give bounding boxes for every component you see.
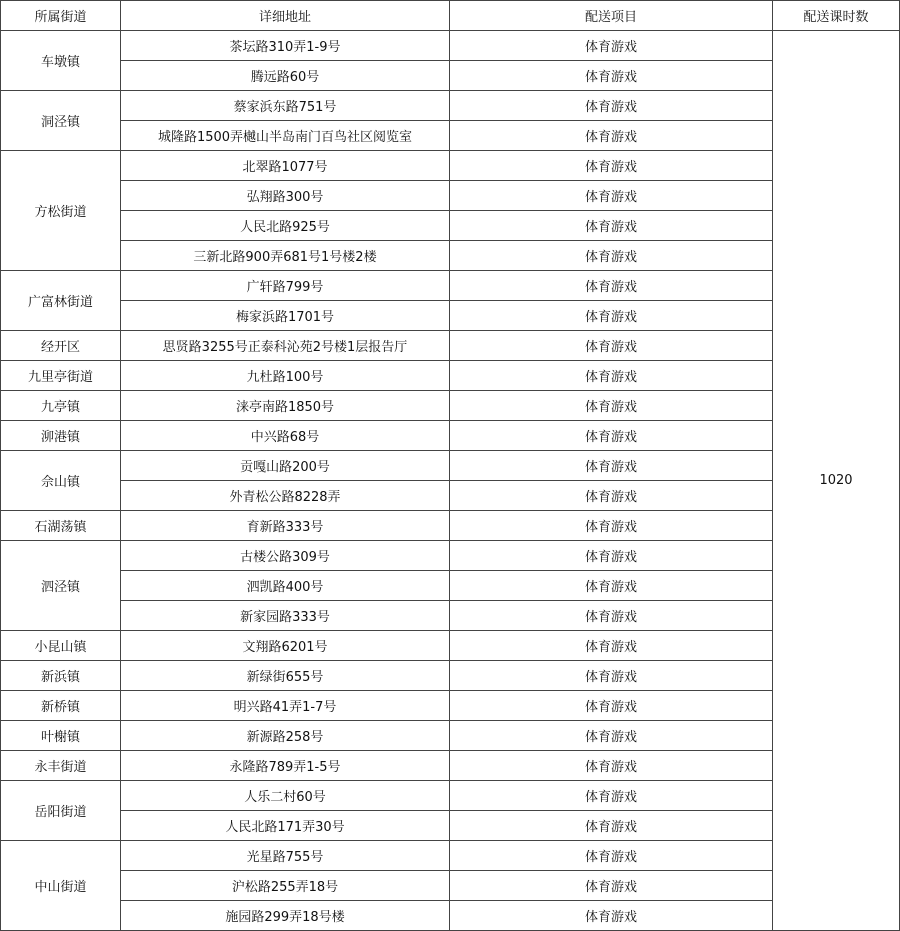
street-cell: 石湖荡镇 [1, 511, 121, 541]
street-cell: 泗泾镇 [1, 541, 121, 631]
address-cell: 明兴路41弄1-7号 [121, 691, 450, 721]
address-cell: 思贤路3255号正泰科沁苑2号楼1层报告厅 [121, 331, 450, 361]
table-row [1, 151, 900, 181]
table-row [1, 841, 900, 871]
street-cell: 叶榭镇 [1, 721, 121, 751]
project-cell: 体育游戏 [450, 451, 773, 481]
address-cell: 城隆路1500弄樾山半岛南门百鸟社区阅览室 [121, 121, 450, 151]
table-row [1, 571, 900, 601]
project-cell: 体育游戏 [450, 181, 773, 211]
table-row [1, 541, 900, 571]
project-cell: 体育游戏 [450, 421, 773, 451]
address-cell: 新家园路333号 [121, 601, 450, 631]
header-hours: 配送课时数 [773, 1, 900, 31]
project-cell: 体育游戏 [450, 121, 773, 151]
table-row [1, 601, 900, 631]
street-cell: 佘山镇 [1, 451, 121, 511]
table-row [1, 691, 900, 721]
address-cell: 永隆路789弄1-5号 [121, 751, 450, 781]
project-cell: 体育游戏 [450, 571, 773, 601]
table-row [1, 721, 900, 751]
table-row [1, 61, 900, 91]
project-cell: 体育游戏 [450, 481, 773, 511]
project-cell: 体育游戏 [450, 61, 773, 91]
table-row [1, 661, 900, 691]
address-cell: 中兴路68号 [121, 421, 450, 451]
address-cell: 新绿街655号 [121, 661, 450, 691]
address-cell: 蔡家浜东路751号 [121, 91, 450, 121]
address-cell: 三新北路900弄681号1号楼2楼 [121, 241, 450, 271]
project-cell: 体育游戏 [450, 871, 773, 901]
project-cell: 体育游戏 [450, 781, 773, 811]
project-cell: 体育游戏 [450, 271, 773, 301]
total-hours-cell: 1020 [773, 31, 900, 931]
address-cell: 腾远路60号 [121, 61, 450, 91]
address-cell: 沪松路255弄18号 [121, 871, 450, 901]
header-row [1, 1, 900, 31]
street-cell: 方松街道 [1, 151, 121, 271]
project-cell: 体育游戏 [450, 91, 773, 121]
address-cell: 育新路333号 [121, 511, 450, 541]
table-body [1, 31, 900, 931]
table-row [1, 631, 900, 661]
street-cell: 岳阳街道 [1, 781, 121, 841]
street-cell: 新桥镇 [1, 691, 121, 721]
address-cell: 贡嘎山路200号 [121, 451, 450, 481]
table-row [1, 331, 900, 361]
address-cell: 人乐二村60号 [121, 781, 450, 811]
project-cell: 体育游戏 [450, 301, 773, 331]
table-row [1, 481, 900, 511]
street-cell: 小昆山镇 [1, 631, 121, 661]
project-cell: 体育游戏 [450, 391, 773, 421]
project-cell: 体育游戏 [450, 691, 773, 721]
address-cell: 施园路299弄18号楼 [121, 901, 450, 931]
table-row [1, 451, 900, 481]
address-cell: 涞亭南路1850号 [121, 391, 450, 421]
address-cell: 梅家浜路1701号 [121, 301, 450, 331]
address-cell: 九杜路100号 [121, 361, 450, 391]
table-row [1, 301, 900, 331]
table-row [1, 241, 900, 271]
project-cell: 体育游戏 [450, 211, 773, 241]
project-cell: 体育游戏 [450, 841, 773, 871]
table-row [1, 811, 900, 841]
header-project: 配送项目 [450, 1, 773, 31]
street-cell: 泖港镇 [1, 421, 121, 451]
header-street: 所属街道 [1, 1, 121, 31]
project-cell: 体育游戏 [450, 361, 773, 391]
street-cell: 经开区 [1, 331, 121, 361]
address-cell: 茶坛路310弄1-9号 [121, 31, 450, 61]
project-cell: 体育游戏 [450, 541, 773, 571]
project-cell: 体育游戏 [450, 811, 773, 841]
street-cell: 九亭镇 [1, 391, 121, 421]
address-cell: 泗凯路400号 [121, 571, 450, 601]
table-row [1, 271, 900, 301]
address-cell: 人民北路925号 [121, 211, 450, 241]
project-cell: 体育游戏 [450, 511, 773, 541]
street-cell: 广富林街道 [1, 271, 121, 331]
table-row [1, 211, 900, 241]
project-cell: 体育游戏 [450, 721, 773, 751]
table-row [1, 901, 900, 931]
street-cell: 新浜镇 [1, 661, 121, 691]
project-cell: 体育游戏 [450, 601, 773, 631]
street-cell: 洞泾镇 [1, 91, 121, 151]
project-cell: 体育游戏 [450, 901, 773, 931]
street-cell: 九里亭街道 [1, 361, 121, 391]
project-cell: 体育游戏 [450, 31, 773, 61]
street-cell: 永丰街道 [1, 751, 121, 781]
address-cell: 文翔路6201号 [121, 631, 450, 661]
table-row [1, 121, 900, 151]
address-cell: 新源路258号 [121, 721, 450, 751]
table-row [1, 511, 900, 541]
project-cell: 体育游戏 [450, 661, 773, 691]
table-row [1, 391, 900, 421]
table-row [1, 361, 900, 391]
project-cell: 体育游戏 [450, 241, 773, 271]
project-cell: 体育游戏 [450, 631, 773, 661]
address-cell: 人民北路171弄30号 [121, 811, 450, 841]
address-cell: 广轩路799号 [121, 271, 450, 301]
table-row [1, 91, 900, 121]
table-row [1, 421, 900, 451]
street-cell: 中山街道 [1, 841, 121, 931]
header-address: 详细地址 [121, 1, 450, 31]
address-cell: 外青松公路8228弄 [121, 481, 450, 511]
table-row [1, 181, 900, 211]
address-cell: 北翠路1077号 [121, 151, 450, 181]
project-cell: 体育游戏 [450, 751, 773, 781]
address-cell: 古楼公路309号 [121, 541, 450, 571]
project-cell: 体育游戏 [450, 331, 773, 361]
table-row [1, 31, 900, 61]
street-cell: 车墩镇 [1, 31, 121, 91]
table-row [1, 751, 900, 781]
table-row [1, 781, 900, 811]
address-cell: 弘翔路300号 [121, 181, 450, 211]
project-cell: 体育游戏 [450, 151, 773, 181]
address-cell: 光星路755号 [121, 841, 450, 871]
table-row [1, 871, 900, 901]
